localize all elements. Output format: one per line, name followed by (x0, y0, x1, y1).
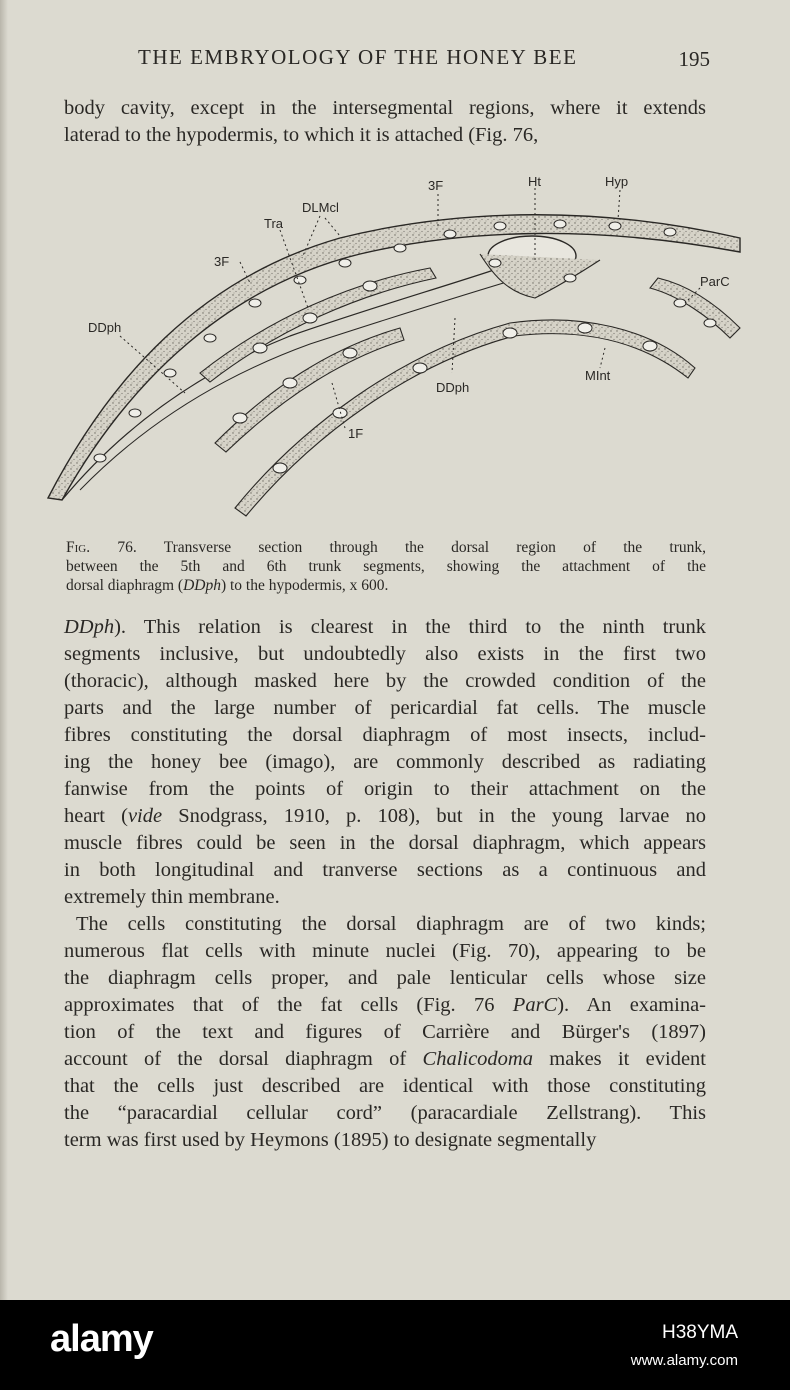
text-line: (thoracic), although masked here by the crowded condition of the (64, 670, 706, 692)
label-ddph-center: DDph (436, 380, 470, 395)
caption-line: dorsal diaphragm (DDph) to the hypodermis, x 600. (66, 577, 389, 594)
running-title: THE EMBRYOLOGY OF THE HONEY BEE (138, 45, 578, 69)
text-line: that the cells just described are identical with those constituting (64, 1075, 706, 1097)
text-line: the “paracardial cellular cord” (paracardiale Zellstrang). This (64, 1102, 706, 1124)
text-line: tion of the text and figures of Carrière and Bürger's (1897) (64, 1021, 706, 1043)
text-line: parts and the large number of pericardial fat cells. The muscle (64, 697, 706, 719)
image-id: H38YMA (661, 1322, 738, 1343)
text-line: DDph). This relation is clearest in the third to the ninth trunk (64, 616, 706, 638)
label-parc: ParC (700, 274, 730, 289)
stock-footer-bar (0, 1300, 790, 1390)
text-line: term was first used by Heymons (1895) to designate segmentally (64, 1129, 597, 1151)
site-url: www.alamy.com (630, 1352, 738, 1369)
caption-line: Fig. 76. Transverse section through the dorsal region of the trunk, (66, 539, 706, 556)
page-number: 195 (678, 47, 710, 71)
label-hyp: Hyp (605, 174, 629, 189)
text-line: laterad to the hypodermis, to which it is attached (Fig. 76, (64, 124, 539, 146)
label-ht: Ht (528, 174, 541, 189)
label-mint: MInt (585, 368, 611, 383)
text-line: the diaphragm cells proper, and pale lenticular cells whose size (64, 967, 706, 989)
text-line: fibres constituting the dorsal diaphragm of most insects, includ- (64, 724, 706, 746)
text-line: heart (vide Snodgrass, 1910, p. 108), but in the young larvae no (64, 805, 706, 827)
text-line: extremely thin membrane. (64, 886, 280, 908)
main-text (64, 614, 706, 1154)
label-3f-top: 3F (428, 178, 444, 193)
text-line: The cells constituting the dorsal diaphragm are of two kinds; (76, 913, 706, 935)
text-line: numerous flat cells with minute nuclei (Fig. 70), appearing to be (64, 940, 706, 962)
text-line: in both longitudinal and tranverse sections as a continuous and (64, 859, 706, 881)
figure-caption (66, 538, 706, 595)
text-line: segments inclusive, but undoubtedly also exists in the first two (64, 643, 706, 665)
text-line: approximates that of the fat cells (Fig. 76 ParC). An examina- (64, 994, 706, 1016)
figure-number: Fig. 76. (66, 539, 137, 556)
running-head (60, 45, 710, 75)
caption-line: between the 5th and 6th trunk segments, showing the attachment of the (66, 558, 706, 575)
figure-76-illustration (40, 168, 750, 538)
label-tra: Tra (264, 216, 284, 231)
label-dlmcl: DLMcl (302, 200, 339, 215)
label-ddph-left: DDph (88, 320, 122, 335)
text-line: account of the dorsal diaphragm of Chalicodoma makes it evident (64, 1048, 706, 1070)
text-line: fanwise from the points of origin to their attachment on the (64, 778, 706, 800)
fat-body-strand (235, 320, 695, 516)
continued-paragraph (64, 95, 706, 149)
hypodermis-band (48, 215, 740, 500)
brand-logo: alamy (50, 1318, 153, 1360)
label-3f-left: 3F (214, 254, 230, 269)
text-line: body cavity, except in the intersegmental regions, where it extends (64, 97, 706, 119)
text-line: ing the honey bee (imago), are commonly described as radiating (64, 751, 706, 773)
label-1f: 1F (348, 426, 364, 441)
text-line: muscle fibres could be seen in the dorsal diaphragm, which appears (64, 832, 706, 854)
